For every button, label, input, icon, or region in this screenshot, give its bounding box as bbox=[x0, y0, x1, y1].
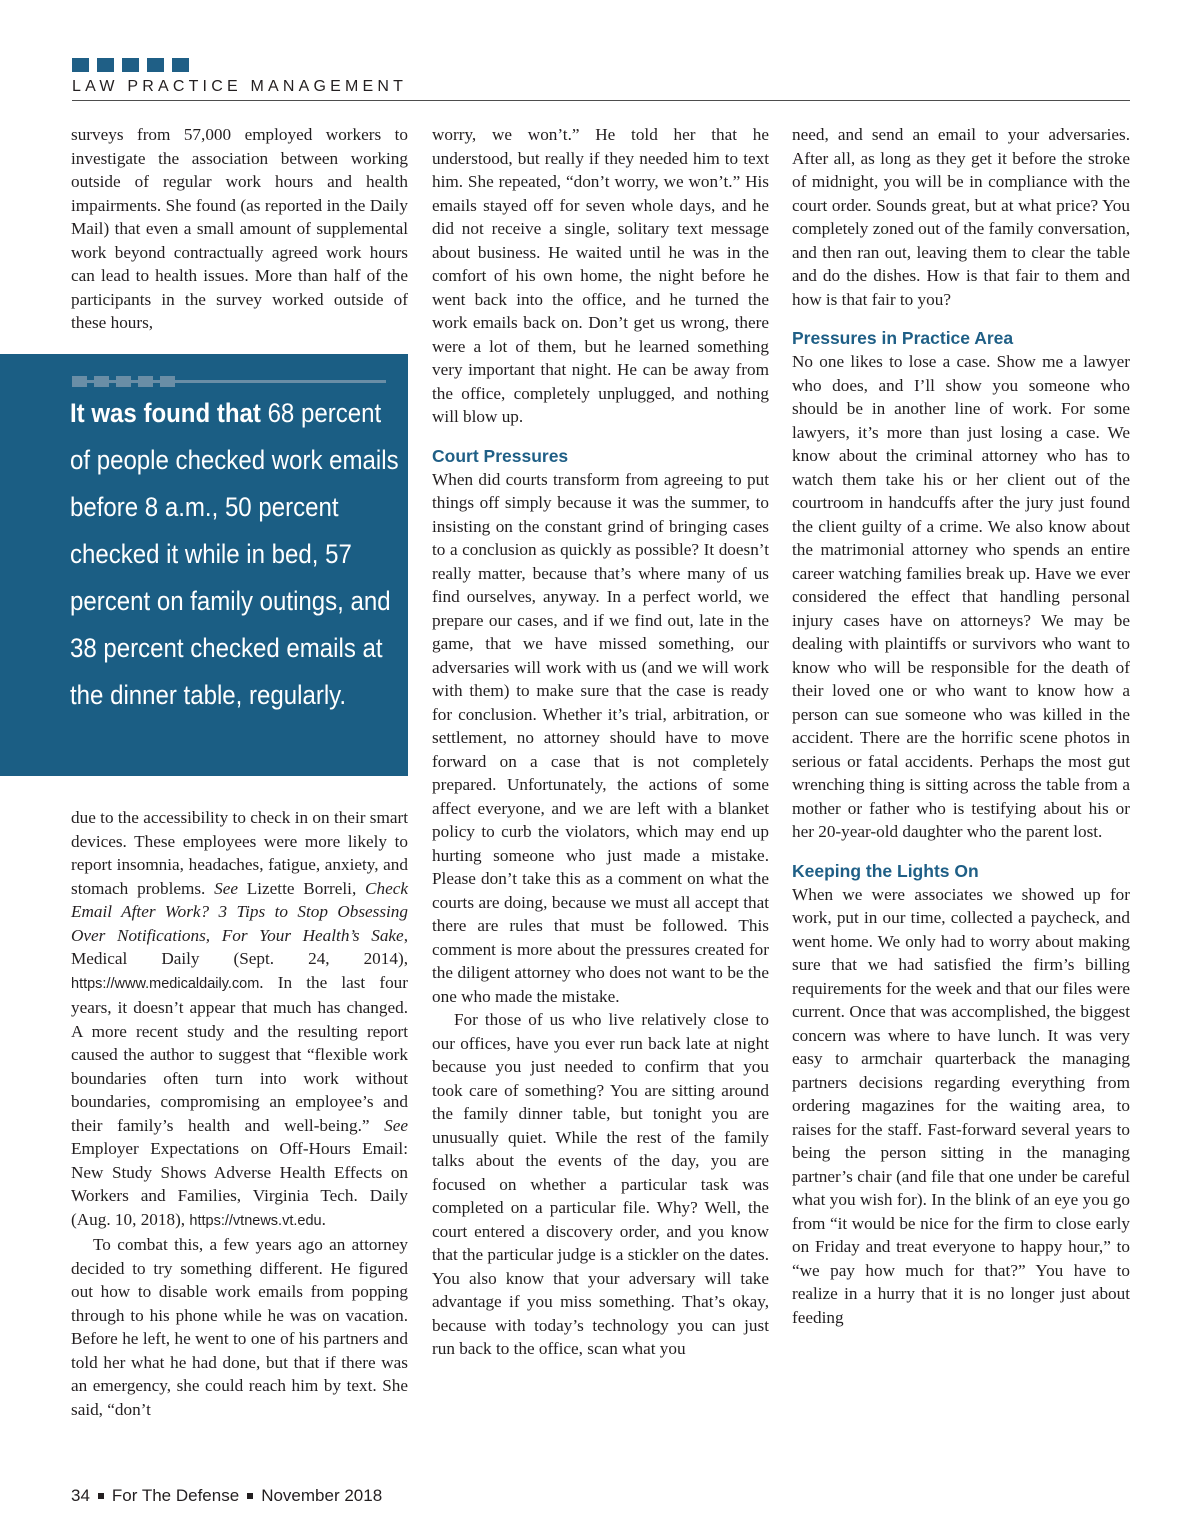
column-2 bbox=[432, 123, 769, 1361]
header-square bbox=[147, 58, 164, 72]
paragraph: worry, we won’t.” He told her that he understood, but really if they needed him to text him. She repeated, “don’t worry, we won’t.” His emails stayed off for seven whole days, and he did not receive a single, solitary text message about business. He waited until he was in the comfort of his own home, the night before he went back into the office, and he turned the work emails back on. Don’t get us wrong, there were a lot of them, but he learned something very important that night. He can be away from the office, completely unplugged, and nothing will blow up. bbox=[432, 125, 769, 426]
section-label: LAW PRACTICE MANAGEMENT bbox=[72, 78, 408, 95]
subheading: Court Pressures bbox=[432, 445, 569, 466]
text-run: Lizette Borreli, bbox=[237, 878, 366, 898]
text-run: , Medical Daily (Sept. 24, 2014), bbox=[71, 925, 408, 968]
subheading: Keeping the Lights On bbox=[792, 860, 979, 881]
header-rule bbox=[72, 100, 1130, 101]
page-number: 34 bbox=[71, 1486, 90, 1505]
pull-quote-decoration bbox=[72, 376, 175, 387]
pull-quote-square bbox=[138, 376, 153, 387]
pull-quote-square bbox=[94, 376, 109, 387]
paragraph: For those of us who live relatively close to our offices, have you ever run back late at night because you just needed to confirm that you took care of something? You are sitting around the family dinner table, but tonight you are unusually quiet. While the rest of the family talks about the events of the day, you are focused on whether a particular task was completed on a particular file. Why? Well, the court entered a discovery order, and you know that the particular judge is a stickler on the dates. You also know that your adversary will take advantage if you miss something. That’s okay, because with today’s technology you can just run back to the office, scan what you bbox=[432, 1010, 769, 1358]
text-run: due to the accessibility to check in on their smart devices. These employees were more likely to report insomnia, headaches, fatigue, anxiety, and stomach problems. bbox=[71, 808, 408, 898]
pull-quote-lead: It was found that bbox=[70, 398, 261, 428]
citation-title: Check Email After Work? 3 Tips to Stop Obsessing Over Notifications, For Your Health’s Sake bbox=[71, 878, 408, 945]
text-run-italic: See bbox=[384, 1115, 408, 1135]
paragraph: No one likes to lose a case. Show me a lawyer who does, and I’ll show you someone who should be in another line of work. For some lawyers, it’s more than just losing a case. We know about the criminal attorney who has to watch them take his or her client out of the courtroom in handcuffs after the jury just found the client guilty of a crime. We also know about the matrimonial attorney who spends an entire career watching families break up. Have we ever considered the effect that handling personal injury cases have on attorneys? We may be dealing with plaintiffs or survivors who want to know who will be responsible for the death of their loved one or who want to know how a person can sue someone who was killed in the accident. There are the horrific scene photos in serious or fatal accidents. Perhaps the most gut wrenching thing is sitting across the table from a mother or father who is testifying about his or her 20-year-old daughter who the parent lost. bbox=[792, 352, 1130, 841]
pull-quote-square bbox=[116, 376, 131, 387]
pull-quote-square bbox=[160, 376, 175, 387]
column-3 bbox=[792, 123, 1130, 1329]
paragraph: To combat this, a few years ago an attorney decided to try something different. He figured out how to disable work emails from popping through to his phone while he was on vacation. Before he left, he went to one of his partners and told her what he had done, but that if there was an emergency, she could reach him by text. She said, “don’t bbox=[71, 1235, 408, 1419]
paragraph bbox=[71, 806, 408, 1233]
header-square bbox=[172, 58, 189, 72]
text-run: . In the last four years, it doesn’t appear that much has changed. A more recent study and the resulting report caused the author to suggest that “flexible work boundaries often turn into work without boundaries, compromising an employee’s and their family’s health and well-being.” bbox=[71, 972, 408, 1135]
header-decoration bbox=[72, 58, 189, 72]
pull-quote bbox=[0, 354, 408, 776]
text-run: Employer Expectations on Off-Hours Email: New Study Shows Adverse Health Effects on Workers and Families, Virginia Tech. Daily (Aug. 10, 2018), bbox=[71, 1139, 408, 1229]
column-1-top bbox=[71, 123, 408, 335]
paragraph: surveys from 57,000 employed workers to investigate the association between working outside of regular work hours and health impairments. She found (as reported in the Daily Mail) that even a small amount of supplemental work beyond contractually agreed work hours can lead to health issues. More than half of the participants in the survey worked outside of these hours, bbox=[71, 125, 408, 332]
column-1-bottom bbox=[71, 806, 408, 1421]
header-square bbox=[122, 58, 139, 72]
page-footer bbox=[71, 1486, 382, 1506]
citation-url: https://vtnews.vt.edu bbox=[189, 1212, 322, 1229]
issue-date: November 2018 bbox=[261, 1486, 383, 1505]
paragraph: When did courts transform from agreeing to put things off simply because it was the summer, to insisting on the constant grind of bringing cases to a conclusion as quickly as possible? It doesn’t really matter, because that’s where many of us find ourselves, anyway. In a perfect world, we prepare our cases, and if we find out, late in the game, that we have missed something, our adversaries will work with us (and we will work with them) to make sure that the case is ready for conclusion. Whether it’s trial, arbitration, or settlement, no attorney should have to move forward on a case that is not completely prepared. Unfortunately, the actions of some affect everyone, and we are left with a blanket policy to curb the violators, which may end up hurting someone who just made a mistake. Please don’t take this as a comment on what the courts are doing, because we must all accept that there are rules that must be followed. This comment is more about the pressures created for the diligent attorney who does not want to be the one who made the mistake. bbox=[432, 469, 769, 1006]
text-run-italic: See bbox=[214, 878, 238, 898]
publication-name: For The Defense bbox=[111, 1486, 240, 1505]
pull-quote-square bbox=[72, 376, 87, 387]
paragraph: need, and send an email to your adversaries. After all, as long as they get it before the stroke of midnight, you will be in compliance with the court order. Sounds great, but at what price? You completely zoned out of the family conversation, and then ran out, leaving them to clear the table and do the dishes. How is that fair to them and how is that fair to you? bbox=[792, 125, 1130, 309]
citation-url: https://www.medicaldaily.com bbox=[71, 975, 260, 992]
pull-quote-text bbox=[70, 390, 399, 719]
subheading: Pressures in Practice Area bbox=[792, 328, 1014, 348]
footer-separator bbox=[247, 1493, 253, 1499]
paragraph: When we were associates we showed up for work, put in our time, collected a paycheck, and went home. We only had to worry about making sure that we had satisfied the firm’s billing requirements for the week and that our files were current. Once that was accomplished, the biggest concern was where to have lunch. It was very easy to armchair quarterback the managing partners decisions regarding everything from ordering magazines for the waiting area, to raises for the staff. Fast-forward several years to being the person sitting in the managing partner’s chair (and file that one under be careful what you wish for). In the blink of an eye you go from “it would be nice for the firm to close early on Friday and treat everyone to happy hour,” to “we pay how much for that?” You have to realize in a hurry that it is no longer just about feeding bbox=[792, 884, 1130, 1327]
footer-separator bbox=[98, 1493, 104, 1499]
header-square bbox=[97, 58, 114, 72]
header-square bbox=[72, 58, 89, 72]
text-run: . bbox=[321, 1209, 326, 1229]
pull-quote-body: 68 percent of people checked work emails before 8 a.m., 50 percent checked it while in bed, 57 percent on family outings, and 38 percent checked emails at the dinner table, regularly. bbox=[70, 398, 399, 710]
